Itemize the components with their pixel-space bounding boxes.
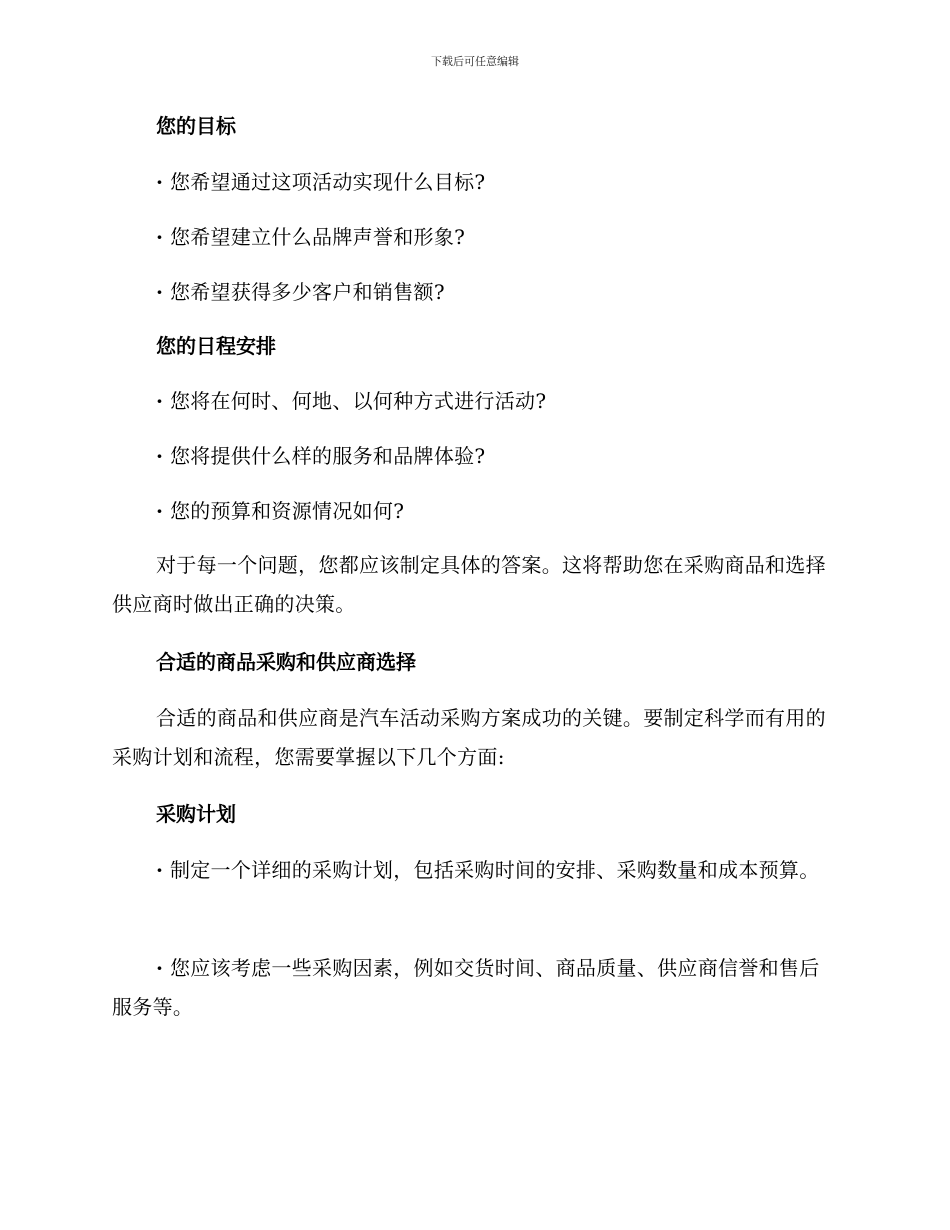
- goals-item-3-text: 您希望获得多少客户和销售额?: [169, 280, 445, 304]
- bullet-icon: ·: [156, 499, 164, 523]
- page-header: 下载后可任意编辑: [431, 55, 519, 68]
- bullet-icon: ·: [156, 170, 164, 194]
- bullet-icon: ·: [156, 956, 164, 980]
- section-heading-goals: 您的目标: [156, 114, 236, 138]
- goals-item-2-text: 您希望建立什么品牌声誉和形象?: [169, 225, 466, 249]
- goals-item-1: [112, 163, 832, 202]
- section-heading-selection: 合适的商品采购和供应商选择: [156, 650, 416, 674]
- bullet-icon: ·: [156, 280, 164, 304]
- selection-paragraph: 合适的商品和供应商是汽车活动采购方案成功的关键。要制定科学而有用的采购计划和流程，您需要掌握以下几个方面:: [112, 706, 826, 769]
- goals-item-1-text: 您希望通过这项活动实现什么目标?: [169, 170, 486, 194]
- plan-item-1: [112, 851, 832, 890]
- goals-item-2: [112, 218, 832, 257]
- schedule-item-2-text: 您将提供什么样的服务和品牌体验?: [169, 444, 486, 468]
- schedule-item-1: [112, 382, 832, 421]
- summary-paragraph: 对于每一个问题，您都应该制定具体的答案。这将帮助您在采购商品和选择供应商时做出正确的决策。: [112, 553, 826, 616]
- plan-item-2-text: 您应该考虑一些采购因素，例如交货时间、商品质量、供应商信誉和售后服务等。: [112, 956, 820, 1019]
- section-heading-plan: 采购计划: [156, 802, 236, 826]
- section-heading-schedule: 您的日程安排: [156, 334, 276, 358]
- schedule-item-3: [112, 492, 832, 531]
- schedule-item-3-text: 您的预算和资源情况如何?: [169, 499, 405, 523]
- bullet-icon: ·: [156, 225, 164, 249]
- schedule-item-2: [112, 437, 832, 476]
- goals-item-3: [112, 273, 832, 312]
- plan-item-1-text: 制定一个详细的采购计划，包括采购时间的安排、采购数量和成本预算。: [169, 858, 820, 882]
- bullet-icon: ·: [156, 389, 164, 413]
- plan-item-2: [112, 949, 832, 1027]
- bullet-icon: ·: [156, 858, 164, 882]
- schedule-item-1-text: 您将在何时、何地、以何种方式进行活动?: [169, 389, 547, 413]
- bullet-icon: ·: [156, 444, 164, 468]
